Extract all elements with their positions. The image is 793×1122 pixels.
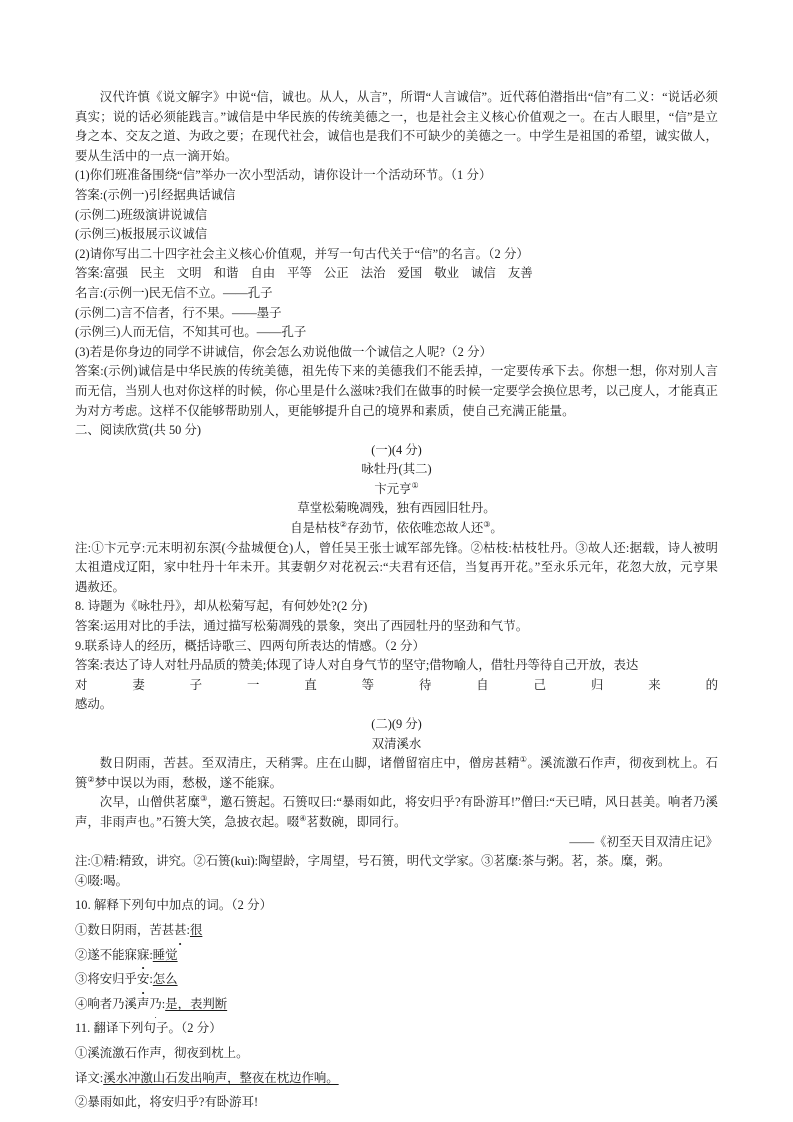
footnote-marker-6: ③ [200, 794, 208, 804]
spread-char: 一 [246, 677, 260, 692]
emphasis-dot-char: 安 [137, 970, 149, 990]
item-stem: ②遂不能寐 [75, 947, 137, 962]
prose-paragraph-1 [75, 754, 718, 793]
question-9-answer-line-2 [75, 676, 718, 696]
question-2-prompt: (2)请你写出二十四字社会主义核心价值观，并写一句古代关于“信”的名言。（2 分） [75, 246, 529, 261]
prose-p2-a: 次早，山僧供茗糜 [99, 795, 201, 810]
question-1-answer-line-3: (示例三)板报展示议诚信 [75, 227, 208, 242]
prose-p1-b: 。溪流激石作声，彻夜到枕上。石篑 [75, 756, 718, 790]
item-stem: ④响者乃溪声 [75, 996, 150, 1011]
question-2-quote-line-1: 名言:(示例一)民无信不立。——孔子 [75, 285, 273, 300]
spread-char: 归 [590, 677, 604, 692]
poem-title: 咏牡丹(其二) [361, 462, 432, 477]
question-11-item-2: ②暴雨如此，将安归乎?有卧游耳! [75, 1095, 259, 1110]
intro-paragraph: 汉代许慎《说文解字》中说“信，诚也。从人，从言”，所谓“人言诚信”。近代蒋伯潜指出“信”有二义：“说话必须真实；说的话必须能践言。”诚信是中华民族的传统美德之一，也是社会主义核心价值观之一。在古人眼里，“信”是立身之本、交友之道、为政之要；在现代社会，诚信也是我们不可缺少的美德之一。中学生是祖国的希望，诚实做人，要从生活中的一点一滴开始。 [75, 90, 718, 163]
core-value-item: 爱国 [397, 266, 423, 281]
item-answer: 很 [189, 922, 203, 937]
question-11-item-1-answer [75, 1069, 718, 1089]
core-value-item: 友善 [507, 266, 533, 281]
part-two-notes-line-1: 注:①精:精致，讲究。②石篑(kuì):陶望龄，字周望，号石篑，明代文学家。③茗糜:茶与粥。茗，茶。糜，粥。 [75, 854, 671, 869]
poem-author-name: 卞元亨 [374, 481, 412, 496]
question-9-answer-line-3: 感动。 [75, 697, 113, 712]
footnote-marker-4: ① [519, 755, 528, 765]
spread-char: 待 [418, 677, 432, 692]
item-colon: : [161, 996, 166, 1011]
question-10-item [75, 970, 718, 990]
item-colon: : [149, 972, 153, 987]
spread-char: 对 [75, 677, 88, 692]
item-stem: ③将安归乎 [75, 972, 137, 987]
item-answer: 是，表判断 [165, 996, 228, 1011]
part-two-label: (二)(9 分) [371, 717, 422, 731]
part-one-label: (一)(4 分) [371, 442, 422, 457]
emphasis-dot-char: 甚 [174, 921, 186, 941]
spread-char: 己 [533, 677, 547, 692]
spread-char: 来 [648, 677, 661, 692]
question-1-prompt: (1)你们班准备围绕“信”举办一次小型活动，请你设计一个活动环节。（1 分） [75, 168, 492, 183]
question-1-answer-line-2: (示例二)班级演讲说诚信 [75, 207, 208, 222]
question-9-answer-line-1: 答案:表达了诗人对牡丹品质的赞美;体现了诗人对自身气节的坚守;借物喻人，借牡丹等待自己开放，表达 [75, 658, 639, 673]
emphasis-dot-char: 乃 [149, 995, 161, 1015]
prose-p1-c: 梦中误以为雨，愁极，遂不能寐。 [94, 775, 283, 790]
core-value-item: 敬业 [434, 266, 460, 281]
footnote-marker-3: ③ [483, 519, 491, 529]
item-colon: : [149, 947, 153, 962]
core-value-item: 平等 [287, 266, 312, 281]
prose-source: ——《初至天目双清庄记》 [569, 834, 718, 849]
question-2-quote-line-3: (示例三)人而无信，不知其可也。——孔子 [75, 325, 307, 340]
question-3-prompt: (3)若是你身边的同学不讲诚信，你会怎么劝说他做一个诚信之人呢?（2 分） [75, 344, 493, 359]
item-answer: 睡觉 [152, 947, 178, 962]
question-10-prompt: 10. 解释下列句中加点的词。（2 分） [75, 898, 273, 913]
question-3-answer: 答案:(示例)诚信是中华民族的传统美德，祖先传下来的美德我们不能丢掉，一定要传承下去。你想一想，你对别人言而无信，当别人也对你这样的时候，你心里是什么滋味?我们在做事的时候一定要学会换位思考，以己度人，才能真正为对方考虑。这样不仅能够帮助别人，更能够提升自己的境界和素质，使自己充满正能量。 [75, 364, 718, 418]
question-8-prompt: 8. 诗题为《咏牡丹》，却从松菊写起，有何妙处?(2 分) [75, 599, 368, 614]
question-9-prompt: 9.联系诗人的经历，概括诗歌三、四两句所表达的情感。（2 分） [75, 638, 426, 653]
footnote-marker-5: ② [87, 774, 95, 784]
question-1-answer-line-1: 答案:(示例一)引经据典话诚信 [75, 187, 236, 202]
question-11-prompt: 11. 翻译下列句子。（2 分） [75, 1021, 222, 1036]
poem-line-2-part-c: 。 [490, 521, 503, 536]
core-value-item: 文明 [176, 266, 202, 281]
spread-char: 等 [361, 677, 375, 692]
item-stem: ①数日阴雨，苦甚 [75, 922, 175, 937]
prose-p1-a: 数日阴雨，苦甚。至双清庄，天稍霁。庄在山脚，诸僧留宿庄中，僧房甚精 [99, 756, 520, 771]
item-answer: 怎么 [152, 972, 178, 987]
core-value-item: 法治 [360, 266, 386, 281]
footnote-marker-7: ④ [299, 813, 307, 823]
core-values-list [103, 264, 544, 284]
question-11-item-1: ①溪流激石作声，彻夜到枕上。 [75, 1045, 249, 1060]
core-value-item: 和谐 [213, 266, 239, 281]
question-2-quote-line-2: (示例二)言不信者，行不果。——墨子 [75, 305, 282, 320]
question-10-item [75, 995, 718, 1015]
part-one-notes: 注:①卞元亨:元末明初东溟(今盐城便仓)人，曾任吴王张士诚军部先锋。②枯枝:枯枝牡丹。③故人还:据载，诗人被明太祖遣戍辽阳，家中牡丹十年未开。其妻朝夕对花祝云:“夫君有还信，当复再开花。”至永乐元年，花忽大放，元亨果遇赦还。 [75, 540, 718, 594]
core-value-item: 自由 [250, 266, 276, 281]
core-value-item: 诚信 [471, 266, 496, 281]
question-8-answer: 答案:运用对比的手法，通过描写松菊凋残的景象，突出了西园牡丹的坚劲和气节。 [75, 619, 529, 634]
document-content [75, 88, 718, 1113]
emphasis-dot-char: 寐 [137, 946, 149, 966]
spread-char: 妻 [132, 677, 145, 692]
prose-p2-c: 茗数碗，即同行。 [306, 814, 407, 829]
prose-p2-b: ，邀石篑起。石篑叹曰:“暴雨如此，将安归乎?有卧游耳!”僧曰:“天已晴，风日甚美。响者乃溪声，非雨声也。”石篑大笑，急披衣起。啜 [75, 795, 718, 829]
core-value-item: 富强 [103, 266, 129, 281]
spread-char: 的 [705, 677, 718, 692]
spread-char: 自 [476, 677, 489, 692]
prose-paragraph-2 [75, 793, 718, 832]
poem-line-2 [75, 519, 718, 539]
question-10-item [75, 921, 718, 941]
prose-title: 双清溪水 [371, 736, 422, 751]
footnote-marker-2: ② [339, 519, 347, 529]
question-2-answer-core-values [75, 264, 718, 284]
spread-char: 直 [304, 677, 317, 692]
question-10-item [75, 946, 718, 966]
section-two-heading: 二、阅读欣赏(共 50 分) [75, 423, 201, 438]
spread-char: 子 [189, 677, 203, 692]
question-10-items [75, 921, 718, 1014]
poem-author [75, 480, 718, 500]
core-value-item: 公正 [323, 266, 349, 281]
translation-label: 译文: [75, 1070, 104, 1085]
answer-label: 答案: [75, 266, 104, 281]
footnote-marker-1: ① [411, 480, 419, 490]
poem-line-2-part-b: 存劲节，依依唯恋故人还 [346, 521, 484, 536]
poem-line-2-part-a: 自是枯枝 [290, 521, 340, 536]
poem-line-1: 草堂松菊晚凋残，独有西园旧牡丹。 [297, 501, 496, 516]
core-value-item: 民主 [140, 266, 165, 281]
item-colon: : [186, 922, 190, 937]
part-two-notes-line-2: ④啜:喝。 [75, 873, 129, 888]
translation-text: 溪水冲激山石发出响声，整夜在枕边作响。 [103, 1070, 339, 1085]
